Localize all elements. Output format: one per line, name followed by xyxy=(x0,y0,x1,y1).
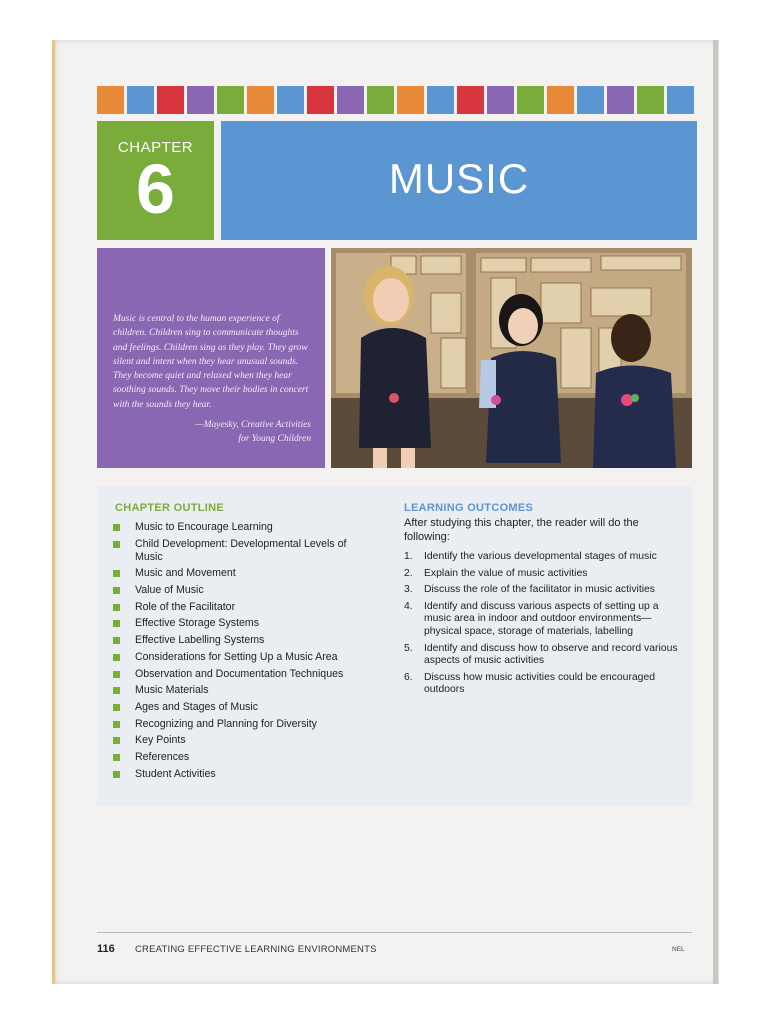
chapter-outline-heading: CHAPTER OUTLINE xyxy=(115,502,224,514)
outline-item xyxy=(113,718,373,731)
chapter-number: 6 xyxy=(136,150,175,228)
quote-attribution-line-2: for Young Children xyxy=(238,434,311,444)
chapter-title: MUSIC xyxy=(388,155,530,202)
color-square xyxy=(517,86,544,114)
outline-item-label: Effective Storage Systems xyxy=(135,617,260,630)
color-square xyxy=(367,86,394,114)
outline-item-label: Music to Encourage Learning xyxy=(135,521,273,533)
outcome-item-label: Identify and discuss how to observe and record various aspects of music activities xyxy=(424,642,678,667)
color-square xyxy=(217,86,244,114)
footer-divider xyxy=(97,932,692,933)
square-bullet-icon xyxy=(113,671,120,678)
learning-outcomes-heading: LEARNING OUTCOMES xyxy=(404,502,534,514)
outline-item xyxy=(113,651,373,664)
outcome-number: 1. xyxy=(404,551,413,562)
square-bullet-icon xyxy=(113,754,120,761)
color-square xyxy=(607,86,634,114)
outcome-number: 6. xyxy=(404,671,413,683)
outcome-number: 3. xyxy=(404,584,413,596)
outline-item xyxy=(113,567,373,580)
color-square xyxy=(277,86,304,114)
square-bullet-icon xyxy=(113,771,120,778)
outline-item-label: Music Materials xyxy=(135,684,209,697)
outline-item-label: Value of Music xyxy=(135,584,204,597)
outline-item xyxy=(113,734,373,747)
outcome-number: 2. xyxy=(404,567,413,579)
color-square xyxy=(547,86,574,114)
children-photo-illustration xyxy=(331,248,692,468)
quote-panel xyxy=(97,248,325,468)
title-banner xyxy=(221,121,697,240)
page-number: 116 xyxy=(97,943,115,955)
outline-item xyxy=(113,521,373,534)
square-bullet-icon xyxy=(113,637,120,644)
quote-text: Music is central to the human experience of children. Children sing to communicate thoughts and feelings. Children sing as they play. They grow silent and intent when they hear unusual sounds. They become quiet and relaxed when they hear soothing sounds. They move their bodies in concert with the sounds they hear. xyxy=(113,314,309,410)
color-square xyxy=(337,86,364,114)
outline-item xyxy=(113,584,373,597)
outline-item-label: Considerations for Setting Up a Music Area xyxy=(135,650,338,663)
outline-item-label: Music and Movement xyxy=(135,567,236,580)
square-bullet-icon xyxy=(113,704,120,711)
square-bullet-icon xyxy=(113,570,120,577)
outline-item xyxy=(113,684,373,697)
outcome-item-label: Discuss how music activities could be encouraged outdoors xyxy=(424,671,656,696)
quote-attribution-line-1: —Mayesky, Creative Activities xyxy=(195,420,311,430)
quote-attribution xyxy=(195,418,311,446)
color-square xyxy=(187,86,214,114)
color-square xyxy=(127,86,154,114)
outline-item-label: References xyxy=(135,750,190,763)
square-bullet-icon xyxy=(113,721,120,728)
color-square xyxy=(427,86,454,114)
color-strip xyxy=(97,86,694,114)
square-bullet-icon xyxy=(113,524,120,531)
outcome-item-label: Identify and discuss various aspects of setting up a music area in indoor and outdoor environments—physical space, storage of materials, labelling xyxy=(424,600,659,637)
color-square xyxy=(667,86,694,114)
outline-item xyxy=(113,668,373,681)
learning-outcomes-intro: After studying this chapter, the reader will do the following: xyxy=(404,517,639,543)
square-bullet-icon xyxy=(113,654,120,661)
publisher-mark: NEL xyxy=(672,946,685,953)
outline-item xyxy=(113,617,373,630)
outcome-item xyxy=(404,643,682,668)
running-footer-title: CREATING EFFECTIVE LEARNING ENVIRONMENTS xyxy=(135,944,377,955)
color-square xyxy=(307,86,334,114)
color-square xyxy=(247,86,274,114)
outcome-number: 5. xyxy=(404,642,413,654)
outline-item xyxy=(113,768,373,781)
outline-item-label: Effective Labelling Systems xyxy=(135,634,265,647)
color-square xyxy=(487,86,514,114)
outcome-number: 4. xyxy=(404,600,413,612)
square-bullet-icon xyxy=(113,737,120,744)
page-edge xyxy=(713,40,718,984)
chapter-outline-list xyxy=(113,521,373,784)
outline-item-label: Student Activities xyxy=(135,767,216,780)
square-bullet-icon xyxy=(113,687,120,694)
color-square xyxy=(457,86,484,114)
outline-item-label: Role of the Facilitator xyxy=(135,600,236,613)
learning-outcomes-list xyxy=(404,551,682,701)
outline-item xyxy=(113,751,373,764)
outcome-item xyxy=(404,551,682,564)
square-bullet-icon xyxy=(113,587,120,594)
outline-item-label: Recognizing and Planning for Diversity xyxy=(135,717,317,730)
color-square xyxy=(577,86,604,114)
outline-item xyxy=(113,634,373,647)
color-square xyxy=(97,86,124,114)
outline-item-label: Observation and Documentation Techniques xyxy=(135,667,344,680)
outline-item-label: Child Development: Developmental Levels of Music xyxy=(135,537,347,563)
outline-item-label: Key Points xyxy=(135,734,186,747)
color-square xyxy=(637,86,664,114)
outcome-item-label: Identify the various developmental stages of music xyxy=(424,551,657,562)
color-square xyxy=(397,86,424,114)
chapter-badge xyxy=(97,121,214,240)
outcome-item xyxy=(404,601,682,639)
square-bullet-icon xyxy=(113,620,120,627)
children-photo xyxy=(331,248,692,468)
color-square xyxy=(157,86,184,114)
outcome-item xyxy=(404,584,682,597)
outline-item xyxy=(113,701,373,714)
chapter-label: CHAPTER xyxy=(117,139,194,156)
outcome-item-label: Explain the value of music activities xyxy=(424,567,588,579)
outline-item-label: Ages and Stages of Music xyxy=(135,700,259,713)
outcome-item xyxy=(404,568,682,581)
outcome-item xyxy=(404,672,682,697)
outcome-item-label: Discuss the role of the facilitator in music activities xyxy=(424,584,655,596)
outline-item xyxy=(113,538,373,564)
outline-item xyxy=(113,601,373,614)
square-bullet-icon xyxy=(113,604,120,611)
square-bullet-icon xyxy=(113,541,120,548)
